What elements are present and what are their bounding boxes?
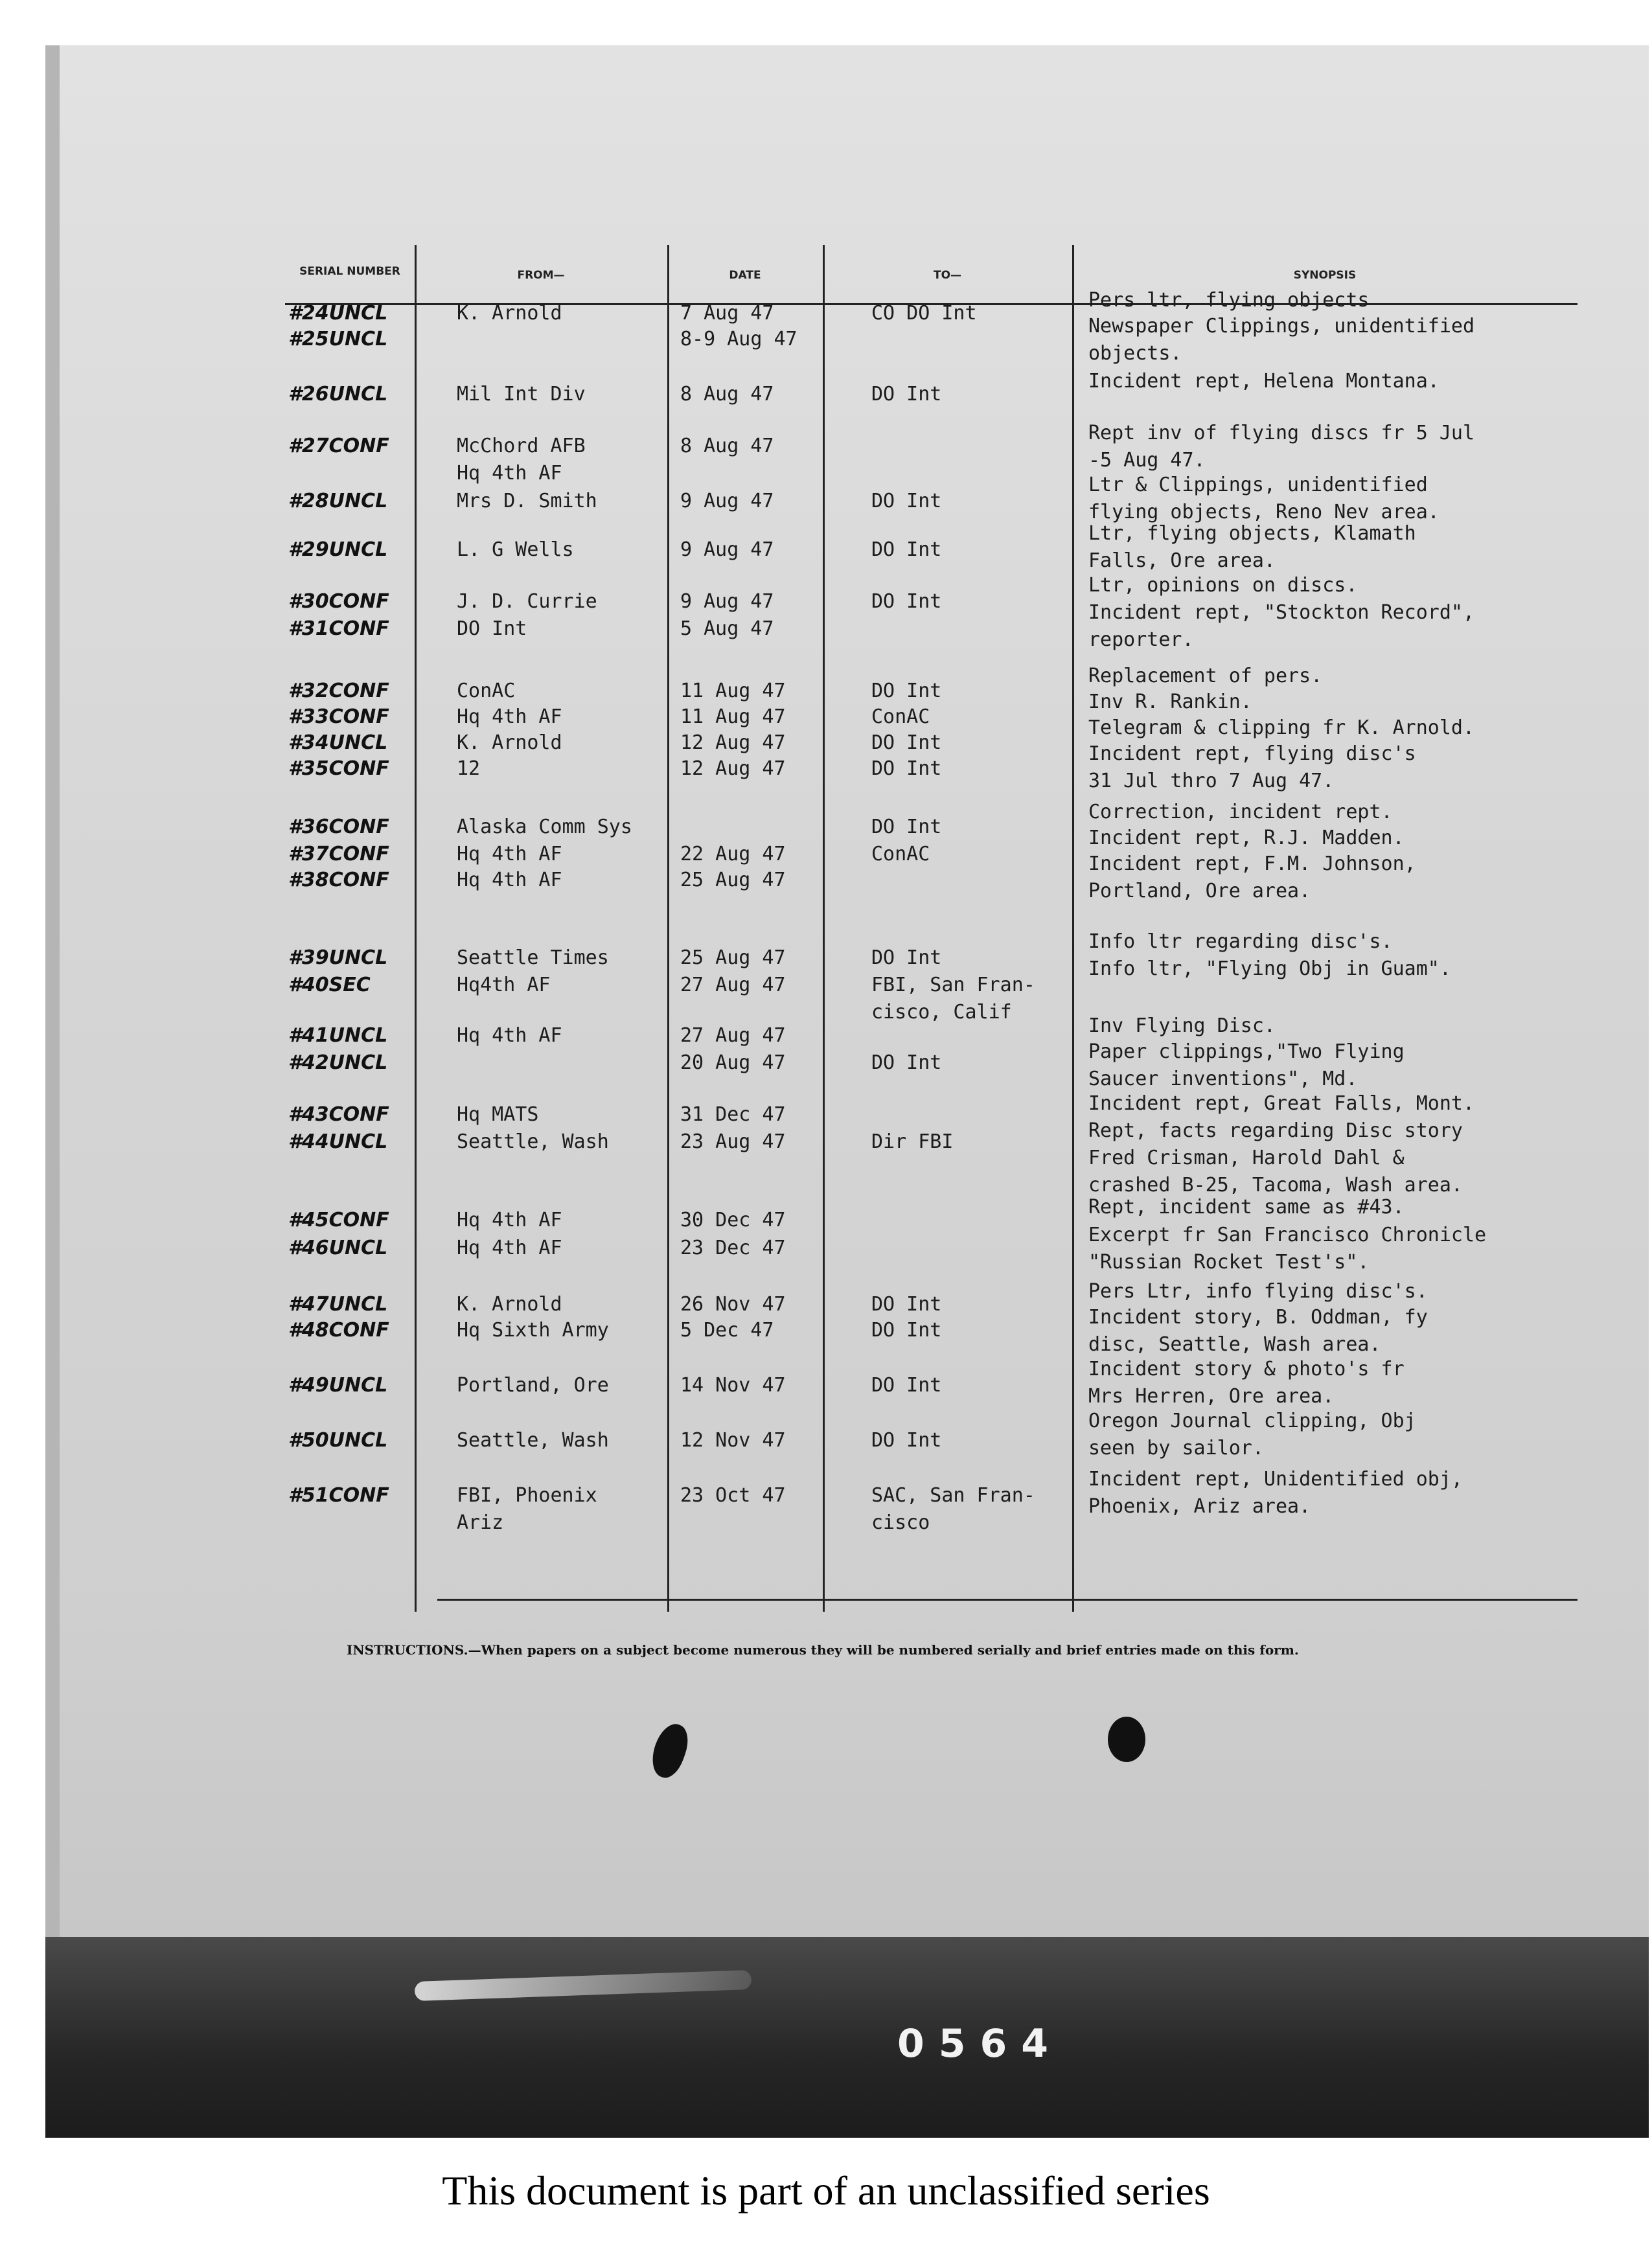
synopsis-line: reporter. xyxy=(1088,628,1194,651)
header-synopsis: SYNOPSIS xyxy=(1293,269,1357,282)
date-cell: 31 Dec 47 xyxy=(680,1103,786,1126)
to-cell: DO Int xyxy=(871,538,942,561)
synopsis-line: -5 Aug 47. xyxy=(1088,449,1206,472)
from-cell: Mil Int Div xyxy=(457,383,586,406)
synopsis-line: Incident story, B. Oddman, fy xyxy=(1088,1306,1428,1329)
to-cell: ConAC xyxy=(871,843,930,865)
column-divider xyxy=(1072,245,1074,1612)
to-cell: Dir FBI xyxy=(871,1130,954,1153)
serial-number: #32CONF xyxy=(288,680,389,702)
date-cell: 30 Dec 47 xyxy=(680,1209,786,1231)
synopsis-line: Rept, facts regarding Disc story xyxy=(1088,1119,1463,1142)
serial-number: #30CONF xyxy=(288,590,389,613)
frame-number: 0564 xyxy=(897,2021,1062,2066)
date-cell: 8 Aug 47 xyxy=(680,435,774,457)
synopsis-line: Oregon Journal clipping, Obj xyxy=(1088,1410,1416,1432)
header-date: DATE xyxy=(729,269,761,282)
from-cell: J. D. Currie xyxy=(457,590,597,613)
serial-number: #45CONF xyxy=(288,1209,389,1231)
serial-number: #49UNCL xyxy=(288,1374,388,1397)
synopsis-line: Replacement of pers. xyxy=(1088,665,1323,687)
date-cell: 11 Aug 47 xyxy=(680,680,786,702)
date-cell: 8 Aug 47 xyxy=(680,383,774,406)
from-cell: K. Arnold xyxy=(457,1293,562,1316)
from-cell: Hq4th AF xyxy=(457,974,551,996)
to-cell: CO DO Int xyxy=(871,302,977,325)
date-cell: 5 Dec 47 xyxy=(680,1319,774,1342)
from-cell: ConAC xyxy=(457,680,516,702)
column-divider xyxy=(823,245,825,1612)
date-cell: 9 Aug 47 xyxy=(680,538,774,561)
serial-number: #39UNCL xyxy=(288,946,388,969)
date-cell: 27 Aug 47 xyxy=(680,1024,786,1047)
synopsis-line: Pers Ltr, info flying disc's. xyxy=(1088,1280,1428,1303)
to-cell: DO Int xyxy=(871,731,942,754)
to-cell: DO Int xyxy=(871,1319,942,1342)
date-cell: 14 Nov 47 xyxy=(680,1374,786,1397)
serial-number: #38CONF xyxy=(288,869,389,891)
column-divider xyxy=(667,245,669,1612)
footer-rule xyxy=(437,1599,1577,1601)
to-cell: DO Int xyxy=(871,1374,942,1397)
date-cell: 12 Nov 47 xyxy=(680,1429,786,1452)
header-serial-number: SERIAL NUMBER xyxy=(299,265,400,278)
date-cell: 9 Aug 47 xyxy=(680,590,774,613)
header-from: FROM— xyxy=(517,269,565,282)
date-cell: 20 Aug 47 xyxy=(680,1051,786,1074)
from-cell: K. Arnold xyxy=(457,302,562,325)
serial-number: #40SEC xyxy=(288,974,371,996)
synopsis-line: Incident rept, R.J. Madden. xyxy=(1088,827,1405,849)
synopsis-line: Incident rept, Unidentified obj, xyxy=(1088,1468,1463,1491)
serial-number: #46UNCL xyxy=(288,1237,388,1259)
synopsis-line: Info ltr, "Flying Obj in Guam". xyxy=(1088,957,1451,980)
to-cell: DO Int xyxy=(871,1051,942,1074)
synopsis-line: Mrs Herren, Ore area. xyxy=(1088,1385,1335,1408)
serial-number: #27CONF xyxy=(288,435,389,457)
date-cell: 26 Nov 47 xyxy=(680,1293,786,1316)
synopsis-line: Incident rept, Great Falls, Mont. xyxy=(1088,1092,1475,1115)
from-cell: DO Int xyxy=(457,617,527,640)
to-cell: DO Int xyxy=(871,590,942,613)
serial-number: #29UNCL xyxy=(288,538,388,561)
date-cell: 23 Oct 47 xyxy=(680,1484,786,1507)
synopsis-line: Rept inv of flying discs fr 5 Jul xyxy=(1088,422,1475,444)
ink-blot xyxy=(1108,1717,1145,1762)
date-cell: 22 Aug 47 xyxy=(680,843,786,865)
date-cell: 9 Aug 47 xyxy=(680,490,774,512)
to-cell: DO Int xyxy=(871,490,942,512)
synopsis-line: Incident rept, F.M. Johnson, xyxy=(1088,853,1416,875)
date-cell: 11 Aug 47 xyxy=(680,705,786,728)
to-cell: DO Int xyxy=(871,680,942,702)
film-border xyxy=(45,1937,1649,2138)
synopsis-line: Incident rept, "Stockton Record", xyxy=(1088,601,1475,624)
synopsis-line: 31 Jul thro 7 Aug 47. xyxy=(1088,770,1335,792)
from-cell: Hq 4th AF xyxy=(457,843,562,865)
serial-number: #25UNCL xyxy=(288,328,388,350)
serial-number: #36CONF xyxy=(288,816,389,838)
from-cell: Alaska Comm Sys xyxy=(457,816,632,838)
to-cell: ConAC xyxy=(871,705,930,728)
synopsis-line: "Russian Rocket Test's". xyxy=(1088,1251,1370,1274)
synopsis-line: Saucer inventions", Md. xyxy=(1088,1068,1358,1090)
serial-number: #37CONF xyxy=(288,843,389,865)
column-divider xyxy=(415,245,417,1612)
from-cell: FBI, Phoenix Ariz xyxy=(457,1484,597,1534)
to-cell: DO Int xyxy=(871,816,942,838)
synopsis-line: Excerpt fr San Francisco Chronicle xyxy=(1088,1224,1487,1246)
from-cell: McChord AFB Hq 4th AF xyxy=(457,435,586,485)
synopsis-line: Paper clippings,"Two Flying xyxy=(1088,1040,1405,1063)
to-cell: DO Int xyxy=(871,757,942,780)
synopsis-line: Portland, Ore area. xyxy=(1088,880,1311,902)
to-cell: DO Int xyxy=(871,383,942,406)
synopsis-line: Inv Flying Disc. xyxy=(1088,1014,1276,1037)
date-cell: 25 Aug 47 xyxy=(680,869,786,891)
from-cell: K. Arnold xyxy=(457,731,562,754)
from-cell: Hq 4th AF xyxy=(457,1024,562,1047)
synopsis-line: Falls, Ore area. xyxy=(1088,549,1276,572)
page-left-edge xyxy=(45,45,60,2138)
serial-number: #33CONF xyxy=(288,705,389,728)
synopsis-line: objects. xyxy=(1088,342,1182,365)
serial-number: #35CONF xyxy=(288,757,389,780)
from-cell: Mrs D. Smith xyxy=(457,490,597,512)
date-cell: 8-9 Aug 47 xyxy=(680,328,797,350)
synopsis-line: Newspaper Clippings, unidentified xyxy=(1088,315,1475,338)
synopsis-line: disc, Seattle, Wash area. xyxy=(1088,1333,1381,1356)
date-cell: 7 Aug 47 xyxy=(680,302,774,325)
from-cell: Hq MATS xyxy=(457,1103,539,1126)
synopsis-line: flying objects, Reno Nev area. xyxy=(1088,501,1440,523)
synopsis-line: Rept, incident same as #43. xyxy=(1088,1196,1405,1219)
serial-number: #41UNCL xyxy=(288,1024,388,1047)
synopsis-line: Telegram & clipping fr K. Arnold. xyxy=(1088,716,1475,739)
serial-number: #42UNCL xyxy=(288,1051,388,1074)
from-cell: Seattle, Wash xyxy=(457,1429,609,1452)
instructions: INSTRUCTIONS.—When papers on a subject become numerous they will be numbered serially and brief entries made on this form. xyxy=(347,1642,1299,1658)
synopsis-line: Incident story & photo's fr xyxy=(1088,1358,1405,1380)
serial-number: #28UNCL xyxy=(288,490,388,512)
from-cell: 12 xyxy=(457,757,481,780)
caption: This document is part of an unclassified series xyxy=(442,2168,1210,2214)
synopsis-line: Correction, incident rept. xyxy=(1088,801,1393,823)
date-cell: 12 Aug 47 xyxy=(680,757,786,780)
to-cell: FBI, San Fran- cisco, Calif xyxy=(871,974,1035,1024)
synopsis-line: crashed B-25, Tacoma, Wash area. xyxy=(1088,1174,1463,1196)
synopsis-line: Info ltr regarding disc's. xyxy=(1088,930,1393,953)
serial-number: #50UNCL xyxy=(288,1429,388,1452)
from-cell: Hq 4th AF xyxy=(457,1209,562,1231)
from-cell: Hq 4th AF xyxy=(457,705,562,728)
synopsis-line: Inv R. Rankin. xyxy=(1088,691,1252,713)
from-cell: Portland, Ore xyxy=(457,1374,609,1397)
serial-number: #51CONF xyxy=(288,1484,389,1507)
synopsis-line: Fred Crisman, Harold Dahl & xyxy=(1088,1147,1405,1169)
from-cell: Hq Sixth Army xyxy=(457,1319,609,1342)
synopsis-line: Ltr, flying objects, Klamath xyxy=(1088,522,1416,545)
synopsis-line: seen by sailor. xyxy=(1088,1437,1264,1459)
serial-number: #48CONF xyxy=(288,1319,389,1342)
synopsis-line: Pers ltr, flying objects xyxy=(1088,289,1370,312)
date-cell: 5 Aug 47 xyxy=(680,617,774,640)
synopsis-line: Ltr & Clippings, unidentified xyxy=(1088,474,1428,496)
to-cell: DO Int xyxy=(871,946,942,969)
date-cell: 23 Aug 47 xyxy=(680,1130,786,1153)
date-cell: 25 Aug 47 xyxy=(680,946,786,969)
from-cell: Hq 4th AF xyxy=(457,869,562,891)
from-cell: Seattle Times xyxy=(457,946,609,969)
to-cell: SAC, San Fran- cisco xyxy=(871,1484,1035,1534)
serial-number: #26UNCL xyxy=(288,383,388,406)
serial-number: #47UNCL xyxy=(288,1293,388,1316)
serial-number: #31CONF xyxy=(288,617,389,640)
to-cell: DO Int xyxy=(871,1293,942,1316)
date-cell: 12 Aug 47 xyxy=(680,731,786,754)
serial-number: #34UNCL xyxy=(288,731,388,754)
date-cell: 23 Dec 47 xyxy=(680,1237,786,1259)
synopsis-line: Incident rept, Helena Montana. xyxy=(1088,370,1440,393)
header-to: TO— xyxy=(933,269,962,282)
synopsis-line: Incident rept, flying disc's xyxy=(1088,742,1416,765)
date-cell: 27 Aug 47 xyxy=(680,974,786,996)
serial-number: #44UNCL xyxy=(288,1130,388,1153)
to-cell: DO Int xyxy=(871,1429,942,1452)
from-cell: Hq 4th AF xyxy=(457,1237,562,1259)
synopsis-line: Phoenix, Ariz area. xyxy=(1088,1495,1311,1518)
index-form xyxy=(285,245,1577,1615)
synopsis-line: Ltr, opinions on discs. xyxy=(1088,574,1358,597)
from-cell: Seattle, Wash xyxy=(457,1130,609,1153)
serial-number: #43CONF xyxy=(288,1103,389,1126)
from-cell: L. G Wells xyxy=(457,538,574,561)
serial-number: #24UNCL xyxy=(288,302,388,325)
